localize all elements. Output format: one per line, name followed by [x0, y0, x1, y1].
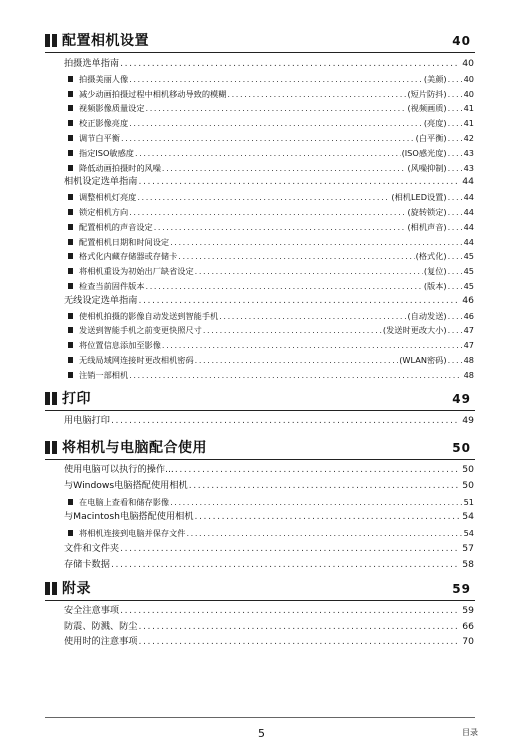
toc-entry-setting-name: (白平衡)	[415, 133, 447, 143]
bullet-square-icon	[68, 150, 73, 156]
toc-entry-label: 校正影像亮度	[79, 118, 129, 129]
toc-entry-label: 锁定相机方向	[79, 207, 129, 217]
toc-entry[interactable]	[64, 57, 474, 71]
toc-entry[interactable]	[68, 495, 474, 509]
toc-entry[interactable]	[68, 526, 474, 540]
section-marker-icon	[45, 582, 57, 595]
bullet-square-icon	[68, 224, 73, 230]
dot-leader	[146, 101, 407, 115]
toc-entry-page: 43	[463, 162, 474, 173]
section-marker-icon	[45, 441, 57, 454]
toc-entry[interactable]	[68, 146, 474, 160]
dot-leader	[227, 87, 406, 101]
dot-leader	[162, 338, 462, 352]
toc-entry-label: 安全注意事项	[64, 605, 120, 616]
toc-entry[interactable]	[68, 235, 474, 249]
dot-leader	[189, 479, 461, 493]
section-page-number: 40	[452, 34, 471, 48]
toc-entry-label: 视频影像质量设定	[79, 103, 145, 114]
bullet-square-icon	[68, 194, 73, 200]
dot-leader	[219, 309, 406, 323]
toc-entry[interactable]	[68, 116, 474, 130]
toc-entry-label: 调节白平衡	[79, 133, 120, 143]
section-title: 将相机与电脑配合使用	[62, 440, 207, 456]
dot-leader	[448, 264, 462, 278]
toc-entry-setting-name: (格式化)	[415, 251, 447, 262]
toc-entry-setting-name: (ISO感光度)	[401, 147, 447, 158]
toc-entry[interactable]	[68, 220, 474, 234]
bullet-square-icon	[68, 165, 73, 171]
dot-leader	[448, 249, 462, 263]
toc-entry-label: 使用电脑可以执行的操作...	[64, 464, 174, 475]
bullet-square-icon	[68, 209, 73, 215]
section-page-number: 59	[452, 582, 471, 596]
toc-entry-setting-name: (风噪抑制)	[407, 162, 447, 173]
toc-entry[interactable]	[68, 353, 474, 367]
toc-entry-page: 42	[463, 133, 474, 143]
bullet-square-icon	[68, 253, 73, 259]
dot-leader	[448, 72, 462, 86]
toc-entry-setting-name: (相机声音)	[407, 221, 447, 232]
toc-entry-label: 指定ISO敏感度	[79, 147, 134, 158]
toc-entry[interactable]	[64, 294, 474, 308]
toc-entry-setting-name: (版本)	[423, 281, 447, 291]
toc-entry-label: 存储卡数据	[64, 558, 110, 570]
toc-entry[interactable]	[68, 161, 474, 175]
dot-leader	[170, 235, 462, 249]
toc-entry[interactable]	[68, 368, 474, 382]
toc-entry-label: 配置相机日期和时间设定	[79, 236, 170, 247]
toc-entry[interactable]	[68, 205, 474, 219]
toc-entry[interactable]	[68, 249, 474, 263]
toc-entry[interactable]	[64, 604, 474, 618]
toc-entry-label: 将位置信息添加至影像	[79, 340, 161, 351]
toc-entry-label: 使用时的注意事项	[64, 636, 138, 648]
toc-entry-label: 防震、防溅、防尘	[64, 620, 138, 632]
toc-entry-page: 47	[463, 340, 474, 351]
toc-entry-label: 与Windows电脑搭配使用相机	[64, 479, 188, 491]
section-title: 打印	[62, 391, 91, 407]
toc-entry-page: 66	[462, 620, 474, 632]
dot-leader	[170, 495, 462, 509]
toc-entry-page: 50	[462, 464, 474, 475]
toc-entry-label: 将相机连接到电脑并保存文件	[79, 528, 186, 539]
toc-entry-setting-name: (WLAN密码)	[399, 355, 447, 365]
dot-leader	[137, 190, 390, 204]
dot-leader	[195, 510, 461, 524]
toc-entry-setting-name: (亮度)	[423, 118, 447, 129]
toc-entry-page: 46	[463, 310, 474, 321]
dot-leader	[120, 57, 460, 71]
toc-entry-page: 41	[463, 118, 474, 129]
dot-leader	[120, 542, 460, 556]
toc-entry-setting-name: (旋转锁定)	[407, 207, 447, 217]
section-header	[45, 438, 475, 458]
toc-entry[interactable]	[68, 264, 474, 278]
toc-entry[interactable]	[68, 131, 474, 145]
bullet-square-icon	[68, 120, 73, 126]
dot-leader	[448, 279, 462, 293]
dot-leader	[135, 146, 401, 160]
toc-entry[interactable]	[68, 101, 474, 115]
bullet-square-icon	[68, 91, 73, 97]
dot-leader	[111, 414, 460, 428]
toc-entry[interactable]	[68, 323, 474, 337]
dot-leader	[448, 190, 462, 204]
dot-leader	[175, 463, 460, 477]
dot-leader	[111, 558, 460, 572]
toc-entry-page: 54	[463, 528, 474, 539]
toc-entry-setting-name: (视频画质)	[407, 103, 447, 114]
dot-leader	[203, 323, 382, 337]
bullet-square-icon	[68, 313, 73, 319]
toc-entry[interactable]	[64, 542, 474, 556]
dot-leader	[195, 264, 423, 278]
toc-entry-page: 40	[463, 73, 474, 84]
footer-page-number: 5	[258, 727, 265, 740]
toc-entry-label: 文件和文件夹	[64, 543, 120, 554]
dot-leader	[146, 279, 423, 293]
section-marker-icon	[45, 34, 57, 47]
toc-entry[interactable]	[64, 510, 474, 524]
footer-rule	[45, 717, 475, 718]
dot-leader	[139, 635, 461, 649]
toc-entry-label: 与Macintosh电脑搭配使用相机	[64, 511, 194, 523]
section-header	[45, 579, 475, 599]
toc-entry-setting-name: (相机LED设置)	[391, 192, 447, 203]
section-rule	[45, 459, 475, 460]
bullet-square-icon	[68, 239, 73, 245]
toc-entry-page: 46	[462, 294, 474, 306]
dot-leader	[129, 368, 461, 382]
toc-entry-label: 拍摄选单指南	[64, 58, 120, 69]
toc-entry-label: 降低动画拍摄时的风噪	[79, 162, 161, 173]
dot-leader	[448, 309, 462, 323]
toc-entry-label: 配置相机的声音设定	[79, 221, 153, 232]
toc-entry[interactable]	[64, 414, 474, 428]
bullet-square-icon	[68, 268, 73, 274]
toc-entry-page: 43	[463, 147, 474, 158]
toc-entry[interactable]	[64, 479, 474, 493]
dot-leader	[195, 353, 399, 367]
section-marker-icon	[45, 392, 57, 405]
dot-leader	[448, 87, 462, 101]
toc-entry-page: 48	[463, 369, 474, 380]
bullet-square-icon	[68, 283, 73, 289]
dot-leader	[154, 220, 407, 234]
dot-leader	[139, 620, 461, 634]
bullet-square-icon	[68, 135, 73, 141]
section-rule	[45, 410, 475, 411]
toc-entry-page: 44	[463, 207, 474, 217]
toc-entry[interactable]	[68, 338, 474, 352]
bullet-square-icon	[68, 530, 73, 536]
section-title: 配置相机设置	[62, 33, 149, 49]
bullet-square-icon	[68, 105, 73, 111]
toc-entry-page: 45	[463, 251, 474, 262]
toc-entry[interactable]	[64, 175, 474, 189]
dot-leader	[448, 205, 462, 219]
section-page-number: 50	[452, 441, 471, 455]
toc-entry-page: 50	[462, 479, 474, 491]
toc-entry[interactable]	[68, 72, 474, 86]
dot-leader	[121, 131, 415, 145]
toc-entry[interactable]	[64, 620, 474, 634]
toc-entry[interactable]	[68, 190, 474, 204]
toc-entry-label: 拍摄美丽人像	[79, 73, 129, 84]
toc-entry[interactable]	[64, 635, 474, 649]
toc-entry-label: 注销一部相机	[79, 369, 129, 380]
toc-entry-page: 47	[463, 325, 474, 336]
dot-leader	[448, 323, 462, 337]
toc-entry[interactable]	[64, 463, 474, 477]
dot-leader	[448, 220, 462, 234]
toc-entry-label: 使相机拍摄的影像自动发送到智能手机	[79, 310, 219, 321]
section-title: 附录	[62, 581, 91, 597]
dot-leader	[162, 161, 407, 175]
bullet-square-icon	[68, 327, 73, 333]
dot-leader	[448, 146, 462, 160]
dot-leader	[448, 353, 462, 367]
toc-entry-label: 相机设定选单指南	[64, 176, 138, 188]
dot-leader	[129, 205, 406, 219]
section-rule	[45, 52, 475, 53]
toc-entry-setting-name: (自动发送)	[407, 310, 447, 321]
bullet-square-icon	[68, 342, 73, 348]
toc-entry-label: 检查当前固件版本	[79, 281, 145, 291]
toc-entry[interactable]	[68, 87, 474, 101]
toc-entry-label: 将相机重设为初始出厂缺省设定	[79, 266, 194, 277]
dot-leader	[448, 101, 462, 115]
toc-entry-page: 54	[462, 511, 474, 523]
dot-leader	[139, 294, 461, 308]
toc-entry-label: 无线设定选单指南	[64, 294, 138, 306]
toc-entry-page: 44	[463, 192, 474, 203]
toc-entry-page: 44	[463, 221, 474, 232]
toc-entry-page: 59	[462, 605, 474, 616]
dot-leader	[186, 526, 461, 540]
section-header	[45, 389, 475, 409]
toc-entry-page: 40	[463, 88, 474, 99]
toc-entry-page: 70	[462, 636, 474, 648]
dot-leader	[129, 72, 423, 86]
toc-entry-page: 51	[463, 496, 474, 507]
bullet-square-icon	[68, 499, 73, 505]
section-rule	[45, 600, 475, 601]
toc-entry-page: 45	[463, 266, 474, 277]
footer-label: 目录	[462, 728, 478, 737]
toc-entry-setting-name: (美颜)	[423, 73, 447, 84]
bullet-square-icon	[68, 76, 73, 82]
toc-entry-page: 48	[463, 355, 474, 365]
section-page-number: 49	[452, 392, 471, 406]
toc-entry-page: 44	[462, 176, 474, 188]
toc-entry-page: 41	[463, 103, 474, 114]
bullet-square-icon	[68, 357, 73, 363]
dot-leader	[178, 249, 414, 263]
toc-entry-page: 40	[462, 58, 474, 69]
toc-entry-page: 58	[462, 558, 474, 570]
toc-entry-page: 57	[462, 543, 474, 554]
toc-entry-setting-name: (发送时更改大小)	[382, 325, 447, 336]
toc-entry-setting-name: (复位)	[423, 266, 447, 277]
toc-entry-label: 调整相机灯亮度	[79, 192, 137, 203]
toc-entry-page: 49	[462, 415, 474, 426]
toc-entry[interactable]	[68, 309, 474, 323]
toc-entry-setting-name: (短片防抖)	[407, 88, 447, 99]
toc-entry-label: 格式化内藏存储器或存储卡	[79, 251, 178, 262]
bullet-square-icon	[68, 372, 73, 378]
dot-leader	[139, 175, 461, 189]
dot-leader	[120, 604, 460, 618]
toc-entry-page: 44	[463, 236, 474, 247]
toc-entry[interactable]	[68, 279, 474, 293]
dot-leader	[448, 161, 462, 175]
toc-entry-label: 在电脑上查看和储存影像	[79, 496, 170, 507]
dot-leader	[448, 131, 462, 145]
dot-leader	[129, 116, 423, 130]
toc-entry-label: 用电脑打印	[64, 415, 110, 426]
toc-entry-label: 发送到智能手机之前变更快照尺寸	[79, 325, 202, 336]
toc-entry-page: 45	[463, 281, 474, 291]
toc-entry[interactable]	[64, 558, 474, 572]
dot-leader	[448, 116, 462, 130]
toc-entry-label: 减少动画拍摄过程中相机移动导致的模糊	[79, 88, 227, 99]
section-header	[45, 31, 475, 51]
toc-entry-label: 无线局域网连接时更改相机密码	[79, 355, 194, 365]
